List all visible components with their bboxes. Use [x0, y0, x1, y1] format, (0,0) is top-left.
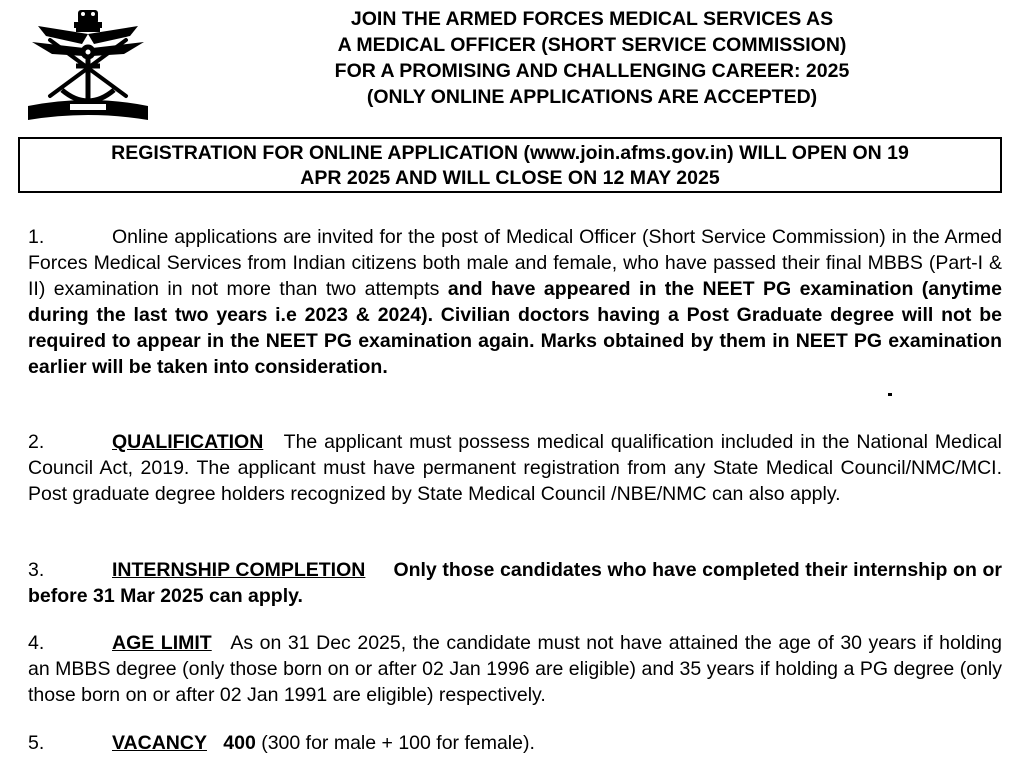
section-heading-vacancy: VACANCY: [112, 732, 207, 754]
paragraph-5: [28, 730, 1002, 756]
afms-emblem: [22, 4, 154, 126]
paragraph-bold-text: Only those candidates who have completed their internship on or before 31 Mar 2025 can apply.: [28, 559, 1002, 607]
paragraph-text: The applicant must possess medical qualification included in the National Medical Council Act, 2019. The applicant must have permanent registration from any State Medical Council/NMC/MCI. Post graduate degree holders recognized by State Medical Council /NBE/NMC can also apply.: [28, 431, 1003, 505]
paragraph-number: 3.: [28, 559, 45, 581]
title-line-1: JOIN THE ARMED FORCES MEDICAL SERVICES AS: [350, 8, 834, 30]
emblem-base: [28, 100, 148, 120]
registration-line-2: APR 2025 AND WILL CLOSE ON 12 MAY 2025: [300, 167, 720, 189]
title-line-3: FOR A PROMISING AND CHALLENGING CAREER: 2025: [334, 60, 850, 82]
vacancy-count: 400: [223, 732, 256, 754]
paragraph-2: [28, 429, 1002, 507]
paragraph-number: 2.: [28, 431, 45, 453]
notice-title: [160, 6, 1024, 110]
registration-notice-box: [18, 137, 1002, 193]
paragraph-number: 1.: [28, 226, 45, 248]
paragraph-3: [28, 557, 1002, 609]
paragraph-1: [28, 224, 1002, 380]
section-heading-age-limit: AGE LIMIT: [112, 632, 212, 654]
vacancy-detail: (300 for male + 100 for female).: [261, 732, 535, 754]
section-heading-qualification: QUALIFICATION: [112, 431, 264, 453]
title-line-4: (ONLY ONLINE APPLICATIONS ARE ACCEPTED): [366, 86, 818, 108]
paragraph-number: 5.: [28, 732, 45, 754]
stray-mark: [888, 393, 892, 396]
paragraph-text: Online applications are invited for the post of Medical Officer (Short Service Commission) in the Armed Forces Medical Services from Indian citizens both male and female, who have passed their final MBBS (Part-I & II) examination in not more than two attempts: [28, 226, 1002, 300]
paragraph-bold-text: and have appeared in the NEET PG examination (anytime during the last two years i.e 2023 & 2024). Civilian doctors having a Post Graduate degree will not be required to appear in the NEET PG examination again. Marks obtained by them in NEET PG examination earlier will be taken into consideration.: [28, 278, 1002, 378]
paragraph-text: As on 31 Dec 2025, the candidate must not have attained the age of 30 years if holding an MBBS degree (only those born on or after 02 Jan 1996 are eligible) and 35 years if holding a PG degree (only those born on or after 02 Jan 1991 are eligible) respectively.: [28, 632, 1002, 706]
registration-line-1: REGISTRATION FOR ONLINE APPLICATION (www.join.afms.gov.in) WILL OPEN ON 19: [111, 142, 909, 164]
paragraph-4: [28, 630, 1002, 708]
paragraph-number: 4.: [28, 632, 45, 654]
title-line-2: A MEDICAL OFFICER (SHORT SERVICE COMMISSION): [337, 34, 847, 56]
lion-capital-icon: [74, 10, 102, 32]
section-heading-internship: INTERNSHIP COMPLETION: [112, 559, 366, 581]
